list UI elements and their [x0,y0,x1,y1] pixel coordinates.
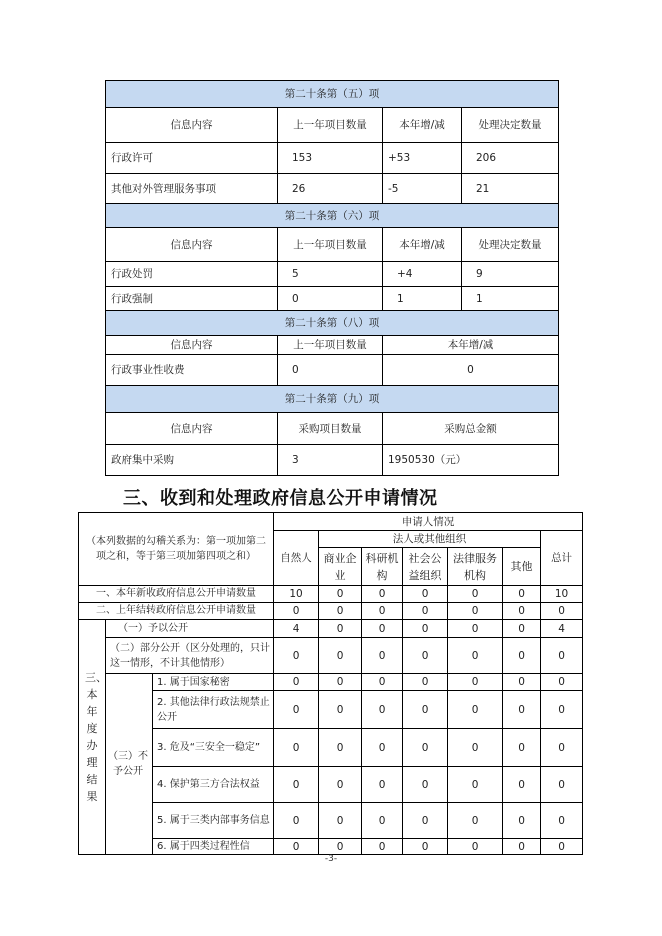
column-header: 上一年项目数量 [278,108,383,143]
row-label: （一）予以公开 [106,620,274,638]
cell-value: 4 [274,620,319,638]
page-number: -3- [324,854,338,864]
section-title: 第二十条第（五）项 [106,81,559,108]
cell-value: 0 [319,767,362,803]
cell-value: 0 [541,729,583,767]
cell-value: 21 [462,174,559,204]
cell-value: 0 [319,620,362,638]
cell-value: 0 [448,691,503,729]
cell-value: 0 [503,803,541,839]
cell-value: 0 [362,839,403,855]
row-label: 4. 保护第三方合法权益 [153,767,274,803]
table-row [106,355,559,386]
table-row [106,262,559,287]
cell-value: 0 [448,839,503,855]
cell-value: 0 [403,674,448,691]
row-label: 5. 属于三类内部事务信息 [153,803,274,839]
row-label: 1. 属于国家秘密 [153,674,274,691]
row-label: 6. 属于四类过程性信 [153,839,274,855]
cell-value: 0 [362,603,403,620]
column-header: 上一年项目数量 [278,228,383,262]
cell-value: 0 [274,674,319,691]
cell-value: 0 [319,839,362,855]
cell-value: 0 [319,603,362,620]
cell-value: 1 [462,287,559,311]
table-row [106,287,559,311]
table-row [79,803,583,839]
cell-value: 10 [541,586,583,603]
reconciliation-note: （本列数据的勾稽关系为：第一项加第二项之和，等于第三项加第四项之和） [79,513,274,586]
table-row [79,839,583,855]
table-row [79,620,583,638]
table-row [79,603,583,620]
cell-value: 1950530（元） [383,445,559,476]
cell-value: 0 [403,767,448,803]
section-title: 第二十条第（六）项 [106,204,559,228]
cell-value: 0 [448,674,503,691]
org-col-header: 法律服务机构 [448,548,503,586]
cell-value: 1 [383,287,462,311]
natural-person-header: 自然人 [274,531,319,586]
cell-value: 4 [541,620,583,638]
column-header: 信息内容 [106,228,278,262]
cell-value: 0 [362,620,403,638]
cell-value: +53 [383,143,462,174]
cell-value: 0 [448,803,503,839]
row-label: 2. 其他法律行政法规禁止公开 [153,691,274,729]
row-label: 其他对外管理服务事项 [106,174,278,204]
column-header: 信息内容 [106,413,278,445]
cell-value: 0 [403,839,448,855]
cell-value: 0 [274,803,319,839]
cell-value: 0 [403,729,448,767]
section-heading: 三、收到和处理政府信息公开申请情况 [123,488,438,509]
cell-value: 0 [541,839,583,855]
cell-value: 26 [278,174,383,204]
cell-value: 0 [274,839,319,855]
row-label: 行政强制 [106,287,278,311]
cell-value: 0 [448,603,503,620]
section-title: 第二十条第（九）项 [106,386,559,413]
cell-value: 0 [503,603,541,620]
column-header: 本年增/减 [383,228,462,262]
application-stats-table [78,512,583,855]
cell-value: 0 [403,586,448,603]
table-row [106,174,559,204]
cell-value: 0 [448,620,503,638]
column-header: 信息内容 [106,108,278,143]
cell-value: 10 [274,586,319,603]
cell-value: 9 [462,262,559,287]
cell-value: 153 [278,143,383,174]
row-label: （二）部分公开（区分处理的，只计这一情形，不计其他情形） [106,638,274,674]
withheld-text: （三）不予公开 [108,751,148,777]
cell-value: 0 [362,803,403,839]
cell-value: 0 [383,355,559,386]
cell-value: 0 [319,803,362,839]
cell-value: 0 [503,586,541,603]
org-col-header: 科研机构 [362,548,403,586]
cell-value: 0 [278,287,383,311]
cell-value: 0 [319,638,362,674]
cell-value: +4 [383,262,462,287]
org-col-header: 商业企业 [319,548,362,586]
cell-value: 0 [403,620,448,638]
cell-value: 0 [403,638,448,674]
legal-person-header: 法人或其他组织 [319,531,541,548]
cell-value: 0 [274,767,319,803]
cell-value: 0 [541,691,583,729]
section-title: 第二十条第（八）项 [106,311,559,336]
cell-value: 0 [448,586,503,603]
cell-value: 0 [319,691,362,729]
cell-value: 0 [503,691,541,729]
table-row [79,767,583,803]
column-header: 处理决定数量 [462,228,559,262]
cell-value: 0 [274,691,319,729]
row-label: 行政处罚 [106,262,278,287]
column-header: 本年增/减 [383,336,559,355]
cell-value: 0 [541,767,583,803]
cell-value: 0 [362,729,403,767]
cell-value: 0 [541,638,583,674]
row-label: 二、上年结转政府信息公开申请数量 [79,603,274,620]
cell-value: 0 [503,839,541,855]
org-col-header: 社会公益组织 [403,548,448,586]
row-label: 行政许可 [106,143,278,174]
cell-value: 0 [503,638,541,674]
cell-value: 0 [503,620,541,638]
cell-value: 0 [403,603,448,620]
cell-value: 0 [448,638,503,674]
cell-value: 3 [278,445,383,476]
withheld-label [106,674,153,855]
result-group-label [79,620,106,855]
result-group-text: 三、本年度办理结果 [85,671,107,803]
cell-value: 0 [362,638,403,674]
cell-value: 0 [319,586,362,603]
applicant-header: 申请人情况 [274,513,583,531]
table-row [106,143,559,174]
table-row [79,586,583,603]
table-row [79,638,583,674]
cell-value: 0 [503,674,541,691]
cell-value: 0 [503,767,541,803]
total-header: 总计 [541,531,583,586]
cell-value: 0 [274,638,319,674]
cell-value: 5 [278,262,383,287]
cell-value: 0 [319,729,362,767]
disclosure-items-table [105,80,559,476]
cell-value: 0 [403,803,448,839]
column-header: 上一年项目数量 [278,336,383,355]
org-col-header: 其他 [503,548,541,586]
table-row [79,729,583,767]
cell-value: 0 [448,767,503,803]
cell-value: -5 [383,174,462,204]
cell-value: 0 [362,586,403,603]
row-label: 行政事业性收费 [106,355,278,386]
column-header: 信息内容 [106,336,278,355]
cell-value: 0 [362,767,403,803]
cell-value: 0 [274,603,319,620]
cell-value: 0 [274,729,319,767]
cell-value: 0 [448,729,503,767]
column-header: 采购项目数量 [278,413,383,445]
cell-value: 0 [278,355,383,386]
row-label: 3. 危及“三安全一稳定” [153,729,274,767]
cell-value: 0 [403,691,448,729]
column-header: 处理决定数量 [462,108,559,143]
table-row [106,445,559,476]
cell-value: 0 [319,674,362,691]
cell-value: 0 [541,603,583,620]
cell-value: 0 [362,691,403,729]
column-header: 本年增/减 [383,108,462,143]
column-header: 采购总金额 [383,413,559,445]
row-label: 一、本年新收政府信息公开申请数量 [79,586,274,603]
table-row [79,691,583,729]
cell-value: 0 [362,674,403,691]
row-label: 政府集中采购 [106,445,278,476]
cell-value: 206 [462,143,559,174]
table-row [79,674,583,691]
cell-value: 0 [541,803,583,839]
cell-value: 0 [503,729,541,767]
cell-value: 0 [541,674,583,691]
